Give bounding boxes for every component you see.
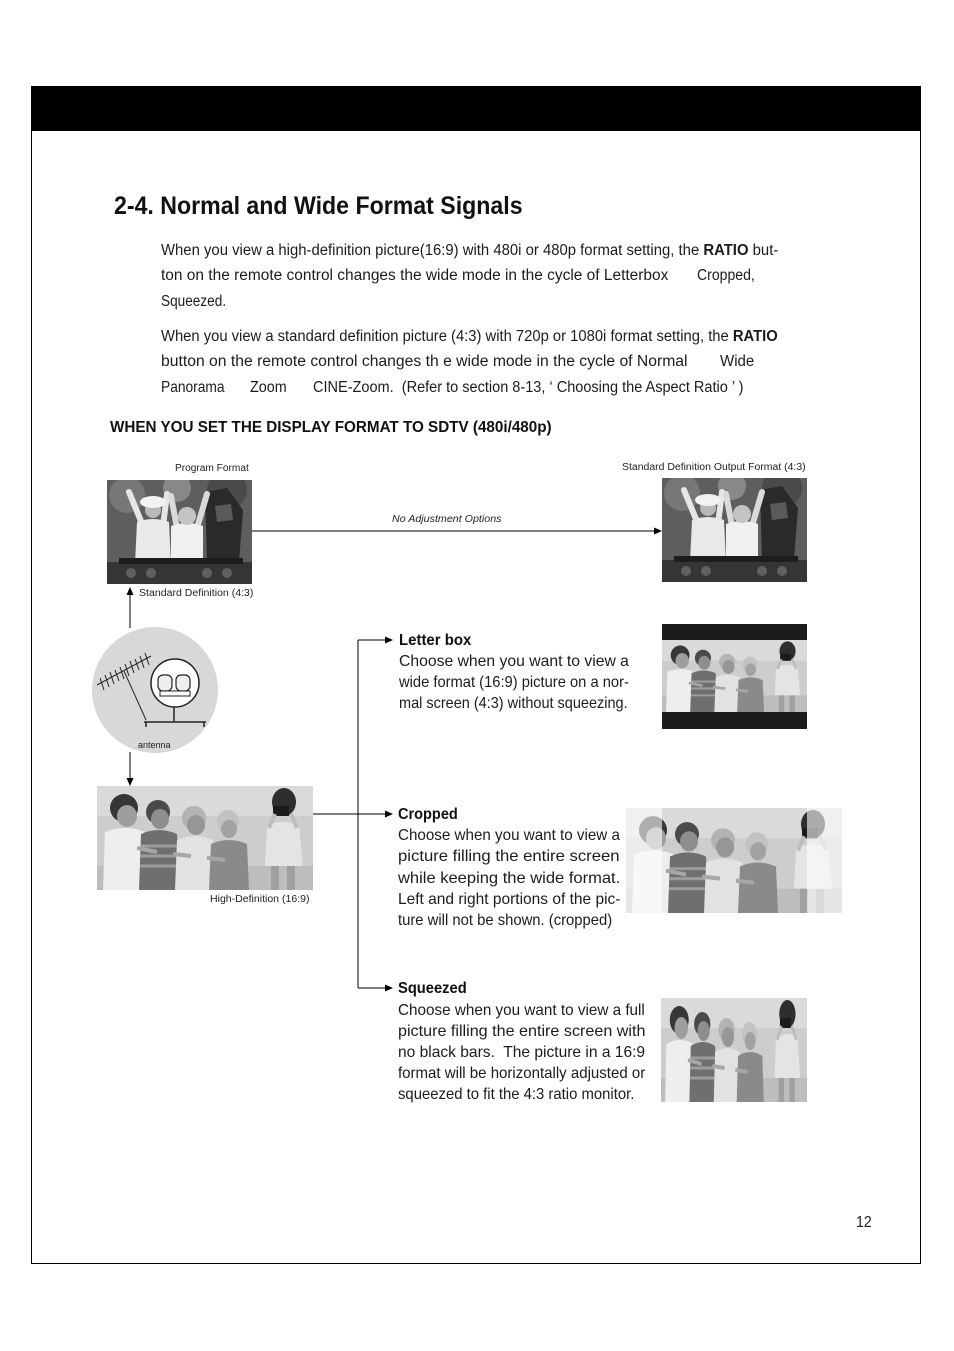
squeezed-arrowhead [385,985,393,992]
letterbox-desc-line: mal screen (4:3) without squeezing. [399,695,628,712]
antenna-to-hd-arrowhead [127,778,134,786]
squeezed-desc-line: squeezed to fit the 4:3 ratio monitor. [398,1086,635,1103]
cropped-desc-line: Left and right portions of the pic- [398,891,621,908]
cropped-desc-line: ture will not be shown. (cropped) [398,912,613,929]
no-adjustment-label: No Adjustment Options [392,514,502,525]
letterbox-desc-line: wide format (16:9) picture on a nor- [399,674,629,691]
page-title: 2-4. Normal and Wide Format Signals [114,192,523,220]
letterbox-picture [662,640,807,712]
sd-output-label: Standard Definition Output Format (4:3) [622,462,806,473]
intro-p2-cine-zoom: CINE-Zoom. (Refer to section 8-13, ‘ Choosing the Aspect Ratio ’ ) [313,379,744,396]
intro-p2-zoom: Zoom [250,379,287,396]
page-number: 12 [856,1214,872,1231]
intro-p1-cropped: Cropped, [697,267,755,284]
squeezed-desc-line: Choose when you want to view a full [398,1002,645,1019]
intro-p1-line-3: Squeezed. [161,293,227,310]
squeezed-desc-line: format will be horizontally adjusted or [398,1065,646,1082]
program-format-photo [107,470,252,584]
cropped-right-fade [807,808,842,913]
hd-input-photo [97,786,313,890]
cropped-arrowhead [385,811,393,818]
cropped-desc-line: picture filling the entire screen [398,848,620,865]
letterbox-photo [662,624,807,729]
antenna-label: antenna [138,740,171,750]
cropped-desc-line: Choose when you want to view a [398,827,620,844]
squeezed-title: Squeezed [398,980,467,997]
intro-p1-line-1-text: When you view a high-definition picture(16:9) with 480i or 480p format setting, the [161,242,704,259]
intro-p2-line-2: button on the remote control changes th e wide mode in the cycle of Normal [161,353,688,370]
squeezed-desc-line: picture filling the entire screen with [398,1023,646,1040]
squeezed-desc-line: no black bars. The picture in a 16:9 [398,1044,646,1061]
cropped-desc-line: while keeping the wide format. [398,870,621,887]
hd-input-label: High-Definition (16:9) [210,894,310,905]
no-adjustment-arrowhead [654,528,662,535]
intro-p2-wide: Wide [720,353,755,370]
intro-p1-line-1 [161,241,778,261]
ratio-button-name: RATIO [703,242,749,259]
letterbox-desc-line: Choose when you want to view a [399,653,629,670]
sd-input-label: Standard Definition (4:3) [139,588,254,599]
ratio-button-name: RATIO [732,328,778,345]
antenna-to-sd-arrowhead [127,587,134,595]
intro-p1-line-1-end: but- [748,242,779,259]
cropped-left-fade [626,808,662,913]
cropped-title: Cropped [398,806,458,823]
squeezed-photo [661,998,807,1102]
program-format-label: Program Format [175,463,249,474]
letterbox-arrowhead [385,637,393,644]
intro-p2-panorama: Panorama [161,379,225,396]
letterbox-title: Letter box [399,632,472,649]
sd-output-photo [662,468,807,582]
section-heading: WHEN YOU SET THE DISPLAY FORMAT TO SDTV (480i/480p) [110,419,552,436]
cropped-photo [626,808,842,913]
intro-p2-line-1-text: When you view a standard definition picture (4:3) with 720p or 1080i format setting, the [161,328,733,345]
intro-p2-line-1 [161,327,778,347]
intro-p1-line-2: ton on the remote control changes the wide mode in the cycle of Letterbox [161,267,669,284]
